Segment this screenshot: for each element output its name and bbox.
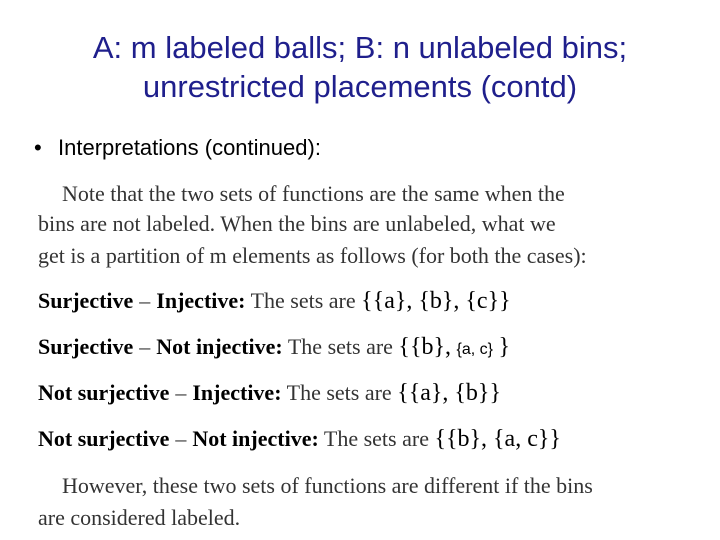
case-row [38, 379, 501, 407]
case-set-extra: {a, c} [456, 341, 493, 358]
case-right: Not injective: [192, 426, 319, 451]
bullet-item [34, 134, 321, 162]
case-set-close: } [498, 334, 510, 360]
intro-line-3: get is a partition of m elements as follows (for both the cases): [38, 243, 587, 268]
intro-line-1: Note that the two sets of functions are the same when the [62, 181, 565, 206]
case-row [38, 287, 511, 315]
case-dash: – [175, 380, 187, 405]
bullet-text: Interpretations (continued): [58, 135, 321, 160]
case-right: Injective: [156, 288, 246, 313]
case-set: {{b}, [398, 334, 451, 360]
case-label: The sets are [287, 334, 393, 359]
outro-line-1: However, these two sets of functions are different if the bins [62, 473, 593, 498]
case-row [38, 333, 510, 364]
case-right: Injective: [192, 380, 282, 405]
intro-line-2: bins are not labeled. When the bins are unlabeled, what we [38, 211, 556, 236]
outro-line-2: are considered labeled. [38, 505, 241, 530]
case-right: Not injective: [156, 334, 283, 359]
case-dash: – [139, 334, 151, 359]
case-left: Not surjective [38, 380, 170, 405]
slide-title [20, 28, 700, 106]
case-set: {{a}, {b}} [397, 380, 501, 406]
case-dash: – [175, 426, 187, 451]
case-left: Surjective [38, 334, 134, 359]
case-row [38, 425, 561, 453]
case-label: The sets are [323, 426, 429, 451]
case-dash: – [139, 288, 151, 313]
case-set: {{a}, {b}, {c}} [361, 288, 511, 314]
case-set: {{b}, {a, c}} [434, 426, 561, 452]
bullet-icon: • [34, 135, 42, 160]
case-left: Not surjective [38, 426, 170, 451]
title-line-1: A: m labeled balls; B: n unlabeled bins; [92, 30, 628, 65]
case-label: The sets are [286, 380, 392, 405]
case-label: The sets are [250, 288, 356, 313]
case-left: Surjective [38, 288, 134, 313]
title-line-2: unrestricted placements (contd) [142, 69, 578, 104]
